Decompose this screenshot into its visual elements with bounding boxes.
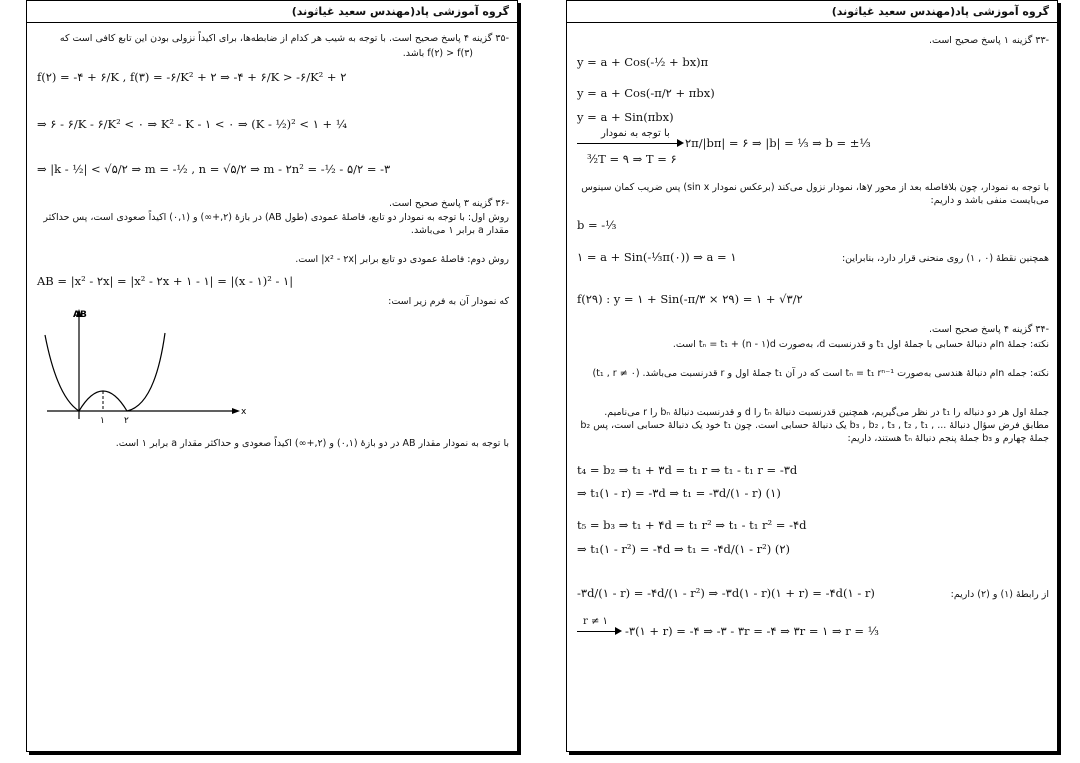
q35-eq-2: ⇒ ۶ - ۶/K - ۶/K² < ۰ ⇒ K² - K - ۱ < ۰ ⇒ (K - ½)² < ۱ + ¼ — [37, 117, 347, 131]
q34-note-2: نکته: جمله nام دنبالهٔ هندسی به‌صورت tₙ = t₁ rⁿ⁻¹ است که در آن t₁ جملهٔ اول و r قدرنسبت می‌باشد. (t₁ , r ≠ ۰) — [592, 368, 1049, 379]
condition-arrow-icon — [615, 627, 622, 635]
q33-paragraph-2: همچنین نقطهٔ (۰ , ۱) روی منحنی قرار دارد، بنابراین: — [841, 253, 1049, 264]
q36-method-2: روش دوم: فاصلهٔ عمودی دو تابع برابر |x² - ۲x| است. — [295, 254, 509, 265]
q35-text-cont: f(۲) > f(۳) باشد. — [402, 48, 473, 59]
q34-eq-5: -۳d/(۱ - r) = -۴d/(۱ - r²) ⇒ -۳d(۱ - r)(۱ + r) = -۴d(۱ - r) — [577, 586, 875, 600]
q33-eq-6: ۱ = a + Sin(-⅓π(۰)) ⇒ a = ۱ — [577, 250, 737, 264]
q33-eq-7: f(۲۹) : y = ۱ + Sin(-π/۳ × ۲۹) = ۱ + √۳/۲ — [577, 292, 803, 306]
q33-eq-1: y = a + Cos(-½ + bx)π — [577, 55, 709, 69]
q33-eq-4b: ۲π/|bπ| = ۶ ⇒ |b| = ⅓ ⇒ b = ±⅓ — [685, 136, 871, 150]
page-header: گروه آموزشی پاد(مهندس سعید غیاثوند) — [27, 1, 517, 23]
q34-note-1: نکته: جملهٔ nام دنبالهٔ حسابی با جملهٔ اول t₁ و قدرنسبت d، به‌صورت tₙ = t₁ + (n - ۱)d است. — [672, 339, 1049, 350]
condition-label: r ≠ ۱ — [583, 616, 608, 627]
condition-arrow-line — [577, 631, 617, 632]
q33-paragraph-1: با توجه به نمودار، چون بلافاصله بعد از محور yها، نمودار نزول می‌کند (برعکس نمودار sin x) پس ضریب کمان سینوس می‌بایست منفی باشد و داریم: — [581, 182, 1049, 206]
page-left — [26, 0, 518, 752]
q35-eq-1: f(۲) = -۴ + ۶/K , f(۳) = -۶/K² + ۲ ⇒ -۴ + ۶/K > -۶/K² + ۲ — [37, 70, 347, 84]
q33-eq-4a: ³⁄₂T = ۹ ⇒ T = ۶ — [587, 152, 677, 166]
q33-eq-5: b = -⅓ — [577, 218, 617, 232]
q36-conclusion: با توجه به نمودار مقدار AB در دو بازهٔ (۰,۱) و (۲,+∞) اکیداً صعودی و حداکثر مقدار a برابر ۱ است. — [115, 438, 509, 449]
curve-left-branch — [45, 335, 79, 411]
implies-arrow-icon — [677, 139, 684, 147]
tick-1: ۱ — [100, 416, 105, 426]
q36-eq-ab: AB = |x² - ۲x| = |x² - ۲x + ۱ - ۱| = |(x - ۱)² - ۱| — [37, 274, 294, 288]
q34-eq-3: t₅ = b₃ ⇒ t₁ + ۴d = t₁ r² ⇒ t₁ - t₁ r² = -۴d — [577, 518, 807, 532]
q34-relation-label: از رابطهٔ (۱) و (۲) داریم: — [950, 589, 1049, 600]
arrow-label: با توجه به نمودار — [601, 128, 670, 139]
q35-text: -۳۵ گزینه ۴ پاسخ صحیح است. با توجه به شیب هر کدام از ضابطه‌ها، برای اکیداً نزولی بودن این تابع کافی است که — [59, 33, 509, 44]
x-axis-label: x — [241, 407, 247, 417]
q36-method-1: روش اول: با توجه به نمودار دو تابع، فاصلهٔ عمودی (طول AB) در بازهٔ (۲,+∞) و (۰,۱) اکیداً صعودی است، پس حداکثر مقدار a برابر ۱ می‌باشد. — [43, 212, 509, 236]
y-axis-label: AB — [73, 310, 87, 320]
q34-eq-6: -۳(۱ + r) = -۴ ⇒ -۳ - ۳r = -۴ ⇒ ۳r = ۱ ⇒ r = ⅓ — [625, 624, 879, 638]
q34-eq-4: ⇒ t₁(۱ - r²) = -۴d ⇒ t₁ = -۴d/(۱ - r²) (۲) — [577, 542, 791, 556]
q35-eq-3: ⇒ |k - ½| < √۵/۲ ⇒ m = -½ , n = √۵/۲ ⇒ m - ۲n² = -½ - ۵/۲ = -۳ — [37, 162, 391, 176]
q34-eq-1: t₄ = b₂ ⇒ t₁ + ۳d = t₁ r ⇒ t₁ - t₁ r = -۳d — [577, 463, 798, 477]
curve-right-branch — [127, 333, 165, 411]
q34-paragraph: جملهٔ اول هر دو دنباله را t₁ در نظر می‌گیریم، همچنین قدرنسبت دنبالهٔ tₙ را d و قدرنسبت دنبالهٔ bₙ را r می‌نامیم. مطابق فرض سؤال دنبالهٔ ... , b₃ , b₂ , t₃ , t₂ , t₁ یک دنبالهٔ حسابی است. چون t₁ خود یک دنبالهٔ حسابی است، پس b₂ جملهٔ چهارم و b₃ جملهٔ پنجم دنبالهٔ tₙ هستند، داریم: — [580, 407, 1049, 444]
q36-heading: -۳۶ گزینه ۳ پاسخ صحیح است. — [388, 198, 509, 209]
page-header: گروه آموزشی پاد(مهندس سعید غیاثوند) — [567, 1, 1057, 23]
q34-heading: -۳۴ گزینه ۴ پاسخ صحیح است. — [928, 324, 1049, 335]
q33-heading: -۳۳ گزینه ۱ پاسخ صحیح است. — [928, 35, 1049, 46]
q33-eq-3: y = a + Sin(πbx) — [577, 110, 674, 124]
ab-graph — [37, 301, 247, 431]
x-axis-arrow-icon — [232, 408, 240, 414]
implies-arrow-line — [577, 143, 679, 144]
page-right — [566, 0, 1058, 752]
q33-eq-2: y = a + Cos(-π/۲ + πbx) — [577, 86, 715, 100]
tick-2: ۲ — [124, 416, 129, 426]
q34-eq-2: ⇒ t₁(۱ - r) = -۳d ⇒ t₁ = -۳d/(۱ - r) (۱) — [577, 486, 781, 500]
graph-intro: که نمودار آن به فرم زیر است: — [388, 296, 509, 307]
